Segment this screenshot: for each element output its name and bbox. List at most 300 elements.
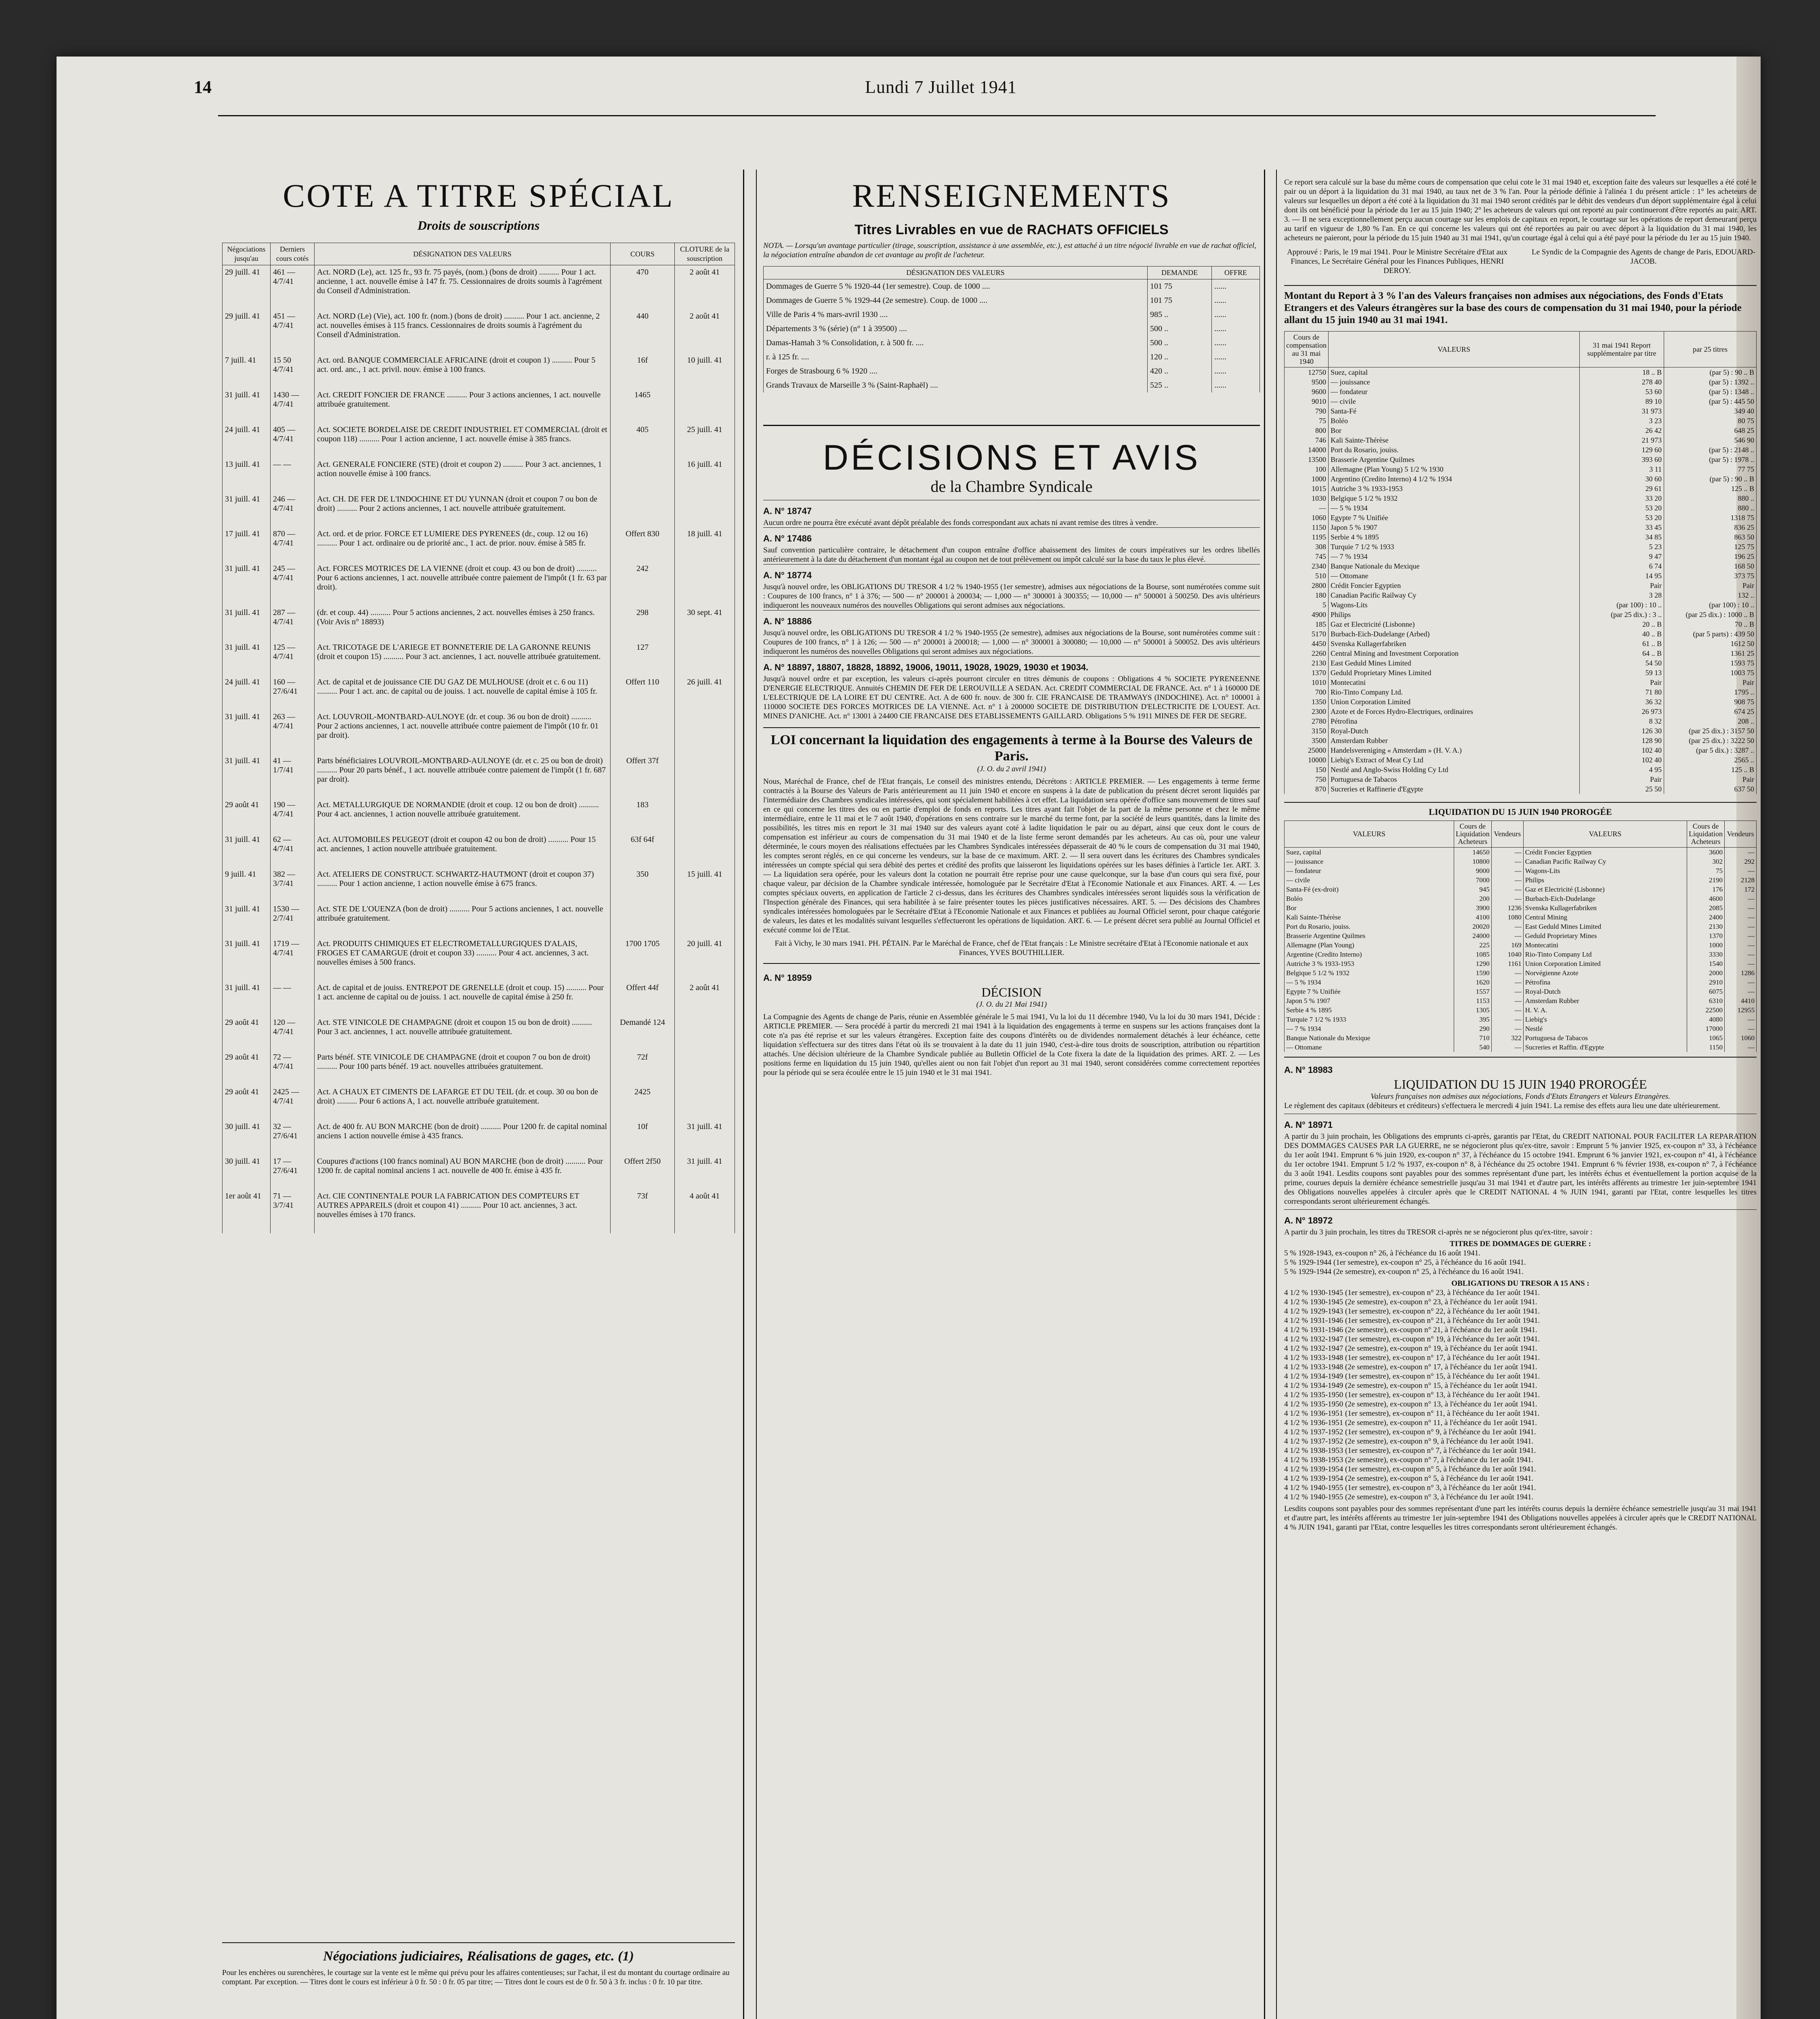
liq-cell: Kali Sainte-Thérèse: [1285, 913, 1454, 922]
table-row: [223, 527, 735, 562]
liq-cell: Canadian Pacific Railway Cy: [1523, 857, 1687, 866]
report-cell: — Ottomane: [1328, 571, 1579, 581]
liq-cell: —: [1491, 1043, 1523, 1052]
liq-title: LIQUIDATION DU 15 JUIN 1940 PROROGÉE: [1429, 807, 1612, 817]
liq-cell: 1557: [1454, 987, 1491, 996]
cote-cell-neg: 31 juill. 41: [223, 606, 271, 640]
cote-cell-cours: Offert 830: [611, 527, 675, 562]
report-cell: 125 .. B: [1664, 484, 1757, 493]
cote-cell-last: — —: [271, 458, 315, 492]
cote-cell-clot: [675, 1085, 735, 1120]
report-cell: 2780: [1285, 716, 1329, 726]
avis-text: Sauf convention particulière contraire, le détachement d'un coupon entraîne d'office abaissement des limites de cours impératives sur les ordres libellés antérieurement à la date du détachement d'un montant égal au coupon net de tout prélèvement ou impôt calculé sur la base du taux le plus élevé.: [763, 546, 1260, 564]
rachat-cell-v: Grands Travaux de Marseille 3 % (Saint-Raphaël) ....: [764, 378, 1148, 392]
report-cell: Geduld Proprietary Mines Limited: [1328, 668, 1579, 678]
table-row: [223, 1085, 735, 1120]
tresor-line: 4 1/2 % 1938-1953 (1er semestre), ex-coupon n° 7, à l'échéance du 1er août 1941.: [1284, 1446, 1536, 1455]
cote-cell-desig: Act. ord. BANQUE COMMERCIALE AFRICAINE (droit et coupon 1) .......... Pour 5 act. ord. anc., 1 act. privil. nouv. émise à 100 francs.: [315, 353, 611, 388]
report-cell: 9600: [1285, 387, 1329, 397]
column-rule-2: [1264, 170, 1265, 2019]
cote-cell-last: 263 — 4/7/41: [271, 710, 315, 754]
dommages-line: 5 % 1929-1944 (2e semestre), ex-coupon n° 25, à l'échéance du 16 août 1941.: [1284, 1268, 1524, 1276]
avis-item: [763, 610, 1260, 656]
report-cell: (par 5 dix.) : 3287 ..: [1664, 745, 1757, 755]
report-cell: Japon 5 % 1907: [1328, 523, 1579, 532]
table-row: [764, 378, 1260, 392]
renseignements-title: RENSEIGNEMENTS: [852, 178, 1171, 214]
right-column: [1284, 178, 1757, 2019]
cote-cell-desig: Act. AUTOMOBILES PEUGEOT (droit et coupon 42 ou bon de droit) .......... Pour 15 act. anciennes, 1 action nouvelle attribuée gratuitement.: [315, 833, 611, 867]
report-table: [1284, 331, 1757, 794]
tresor-line: 4 1/2 % 1935-1950 (1er semestre), ex-coupon n° 13, à l'échéance du 1er août 1941.: [1284, 1391, 1540, 1399]
report-cell: Burbach-Eich-Dudelange (Arbed): [1328, 629, 1579, 639]
report-cell: 1060: [1285, 513, 1329, 523]
report-cell: 30 60: [1580, 474, 1664, 484]
table-row: [1285, 774, 1757, 784]
report-cell: (par 25 dix.) : 3222 50: [1664, 736, 1757, 745]
rachat-cell-d: 500 ..: [1148, 322, 1212, 336]
table-row: [1285, 619, 1757, 629]
cote-cell-last: 71 — 3/7/41: [271, 1189, 315, 1233]
report-cell: 70 .. B: [1664, 619, 1757, 629]
cote-cell-desig: Coupures d'actions (100 francs nominal) AU BON MARCHE (bon de droit) .......... Pour 1200 fr. de capital nominal anciens 1 act. nouvelle de 400 fr. émise à 435 fr.: [315, 1154, 611, 1189]
report-cell: 1612 50: [1664, 639, 1757, 649]
liq-cell: 1540: [1687, 959, 1725, 968]
table-row: [1285, 1015, 1757, 1024]
liq-cell: —: [1491, 968, 1523, 978]
table-row: [1285, 678, 1757, 687]
cote-subtitle: Droits de souscriptions: [417, 218, 540, 233]
report-cell: Canadian Pacific Railway Cy: [1328, 590, 1579, 600]
report-cell: 750: [1285, 774, 1329, 784]
table-row: [1285, 894, 1757, 903]
avis-18972: A. N° 18972: [1284, 1215, 1333, 1226]
page-number: 14: [194, 77, 212, 97]
liq-cell: 3600: [1687, 848, 1725, 857]
liq-cell: 1000: [1687, 940, 1725, 950]
table-row: [223, 1016, 735, 1050]
liq-cell: —: [1491, 978, 1523, 987]
liq-cell: — 7 % 1934: [1285, 1024, 1454, 1033]
liq-cell: —: [1725, 950, 1757, 959]
cote-cell-neg: 31 juill. 41: [223, 492, 271, 527]
liq-cell: 292: [1725, 857, 1757, 866]
cote-cell-neg: 1er août 41: [223, 1189, 271, 1233]
table-row: [1285, 639, 1757, 649]
approval-block: Approuvé : Paris, le 19 mai 1941. Pour le Ministre Secrétaire d'Etat aux Finances, Le Secrétaire Général pour les Finances Publiques, HENRI DEROY.: [1287, 248, 1507, 275]
liq-cell: Banque Nationale du Mexique: [1285, 1033, 1454, 1043]
report-cell: Kali Sainte-Thérèse: [1328, 435, 1579, 445]
cote-cell-desig: Act. CIE CONTINENTALE POUR LA FABRICATION DES COMPTEURS ET AUTRES APPAREILS (droit et coupon 41) .......... Pour 10 act. anciennes, 3 act. nouvelles émises à 170 francs.: [315, 1189, 611, 1233]
report-cell: 128 90: [1580, 736, 1664, 745]
report-cell: 637 50: [1664, 784, 1757, 794]
report-cell: 2800: [1285, 581, 1329, 590]
table-row: [1285, 996, 1757, 1005]
report-cell: Union Corporation Limited: [1328, 697, 1579, 707]
report-cell: 25000: [1285, 745, 1329, 755]
report-cell: Pair: [1664, 774, 1757, 784]
table-row: [223, 1154, 735, 1189]
cote-cell-last: 1719 — 4/7/41: [271, 937, 315, 981]
report-cell: 14000: [1285, 445, 1329, 455]
avis-number: A. N° 18747: [763, 506, 812, 516]
table-row: [1285, 445, 1757, 455]
liq-cell: — 5 % 1934: [1285, 978, 1454, 987]
liq-cell: Gaz et Electricité (Lisbonne): [1523, 885, 1687, 894]
report-cell: — 5 % 1934: [1328, 503, 1579, 513]
table-row: [1285, 474, 1757, 484]
cote-title: COTE A TITRE SPÉCIAL: [283, 178, 674, 214]
cote-cell-neg: 31 juill. 41: [223, 937, 271, 981]
cote-cell-neg: 13 juill. 41: [223, 458, 271, 492]
cote-cell-neg: 30 juill. 41: [223, 1120, 271, 1154]
liq-cell: Santa-Fé (ex-droit): [1285, 885, 1454, 894]
liq-cell: Amsterdam Rubber: [1523, 996, 1687, 1005]
cote-cell-clot: 31 juill. 41: [675, 1120, 735, 1154]
liq-cell: —: [1725, 903, 1757, 913]
report-cell: 14 95: [1580, 571, 1664, 581]
column-rule-1b: [756, 170, 757, 2019]
tresor-line: 4 1/2 % 1932-1947 (1er semestre), ex-coupon n° 19, à l'échéance du 1er août 1941.: [1284, 1335, 1540, 1343]
cote-cell-clot: 30 sept. 41: [675, 606, 735, 640]
report-cell: 34 85: [1580, 532, 1664, 542]
cote-cell-last: 2425 — 4/7/41: [271, 1085, 315, 1120]
table-row: [1285, 931, 1757, 940]
table-row: [223, 981, 735, 1016]
table-row: [223, 833, 735, 867]
tresor-line: 4 1/2 % 1929-1943 (1er semestre), ex-coupon n° 22, à l'échéance du 1er août 1941.: [1284, 1307, 1540, 1316]
table-row: [764, 294, 1260, 308]
liq-cell: 2910: [1687, 978, 1725, 987]
table-row: [1285, 629, 1757, 639]
liq-cell: 176: [1687, 885, 1725, 894]
cote-cell-neg: 29 août 41: [223, 1085, 271, 1120]
cote-cell-neg: 7 juill. 41: [223, 353, 271, 388]
table-row: [1285, 484, 1757, 493]
cote-cell-neg: 29 août 41: [223, 1050, 271, 1085]
report-cell: 71 80: [1580, 687, 1664, 697]
decision-text: La Compagnie des Agents de change de Paris, réunie en Assemblée générale le 5 mai 1941, Vu la loi du 11 décembre 1940, Vu la loi du 30 mars 1941, Décide : ARTICLE PREMIER. — Sera procédé à partir du mercredi 21 mai 1941 à la liquidation des engagements à terme en suspens sur les actions françaises dont la cote n'a pas été reprise et sur les valeurs étrangères. Exception faite des coupons d'intérêts ou de dividendes normalement détachés à leur échéance, cette liquidation s'effectuera sur des titres dans l'état où ils se trouvaient à la date du 11 juin 1940, c'est-à-dire tous droits de souscription, attribution ou répartition attachés. Une décision ultérieure de la Chambre Syndicale publiée au Bulletin Officiel de la Cote fixera la date de la liquidation des primes. ART. 2. — Les positions ferme en liquidation du 15 juin 1940, qu'elles aient ou non fait l'objet d'un report au 31 mai 1940, seront considérées comme correctement reportées pour la période qui se sera écoulée entre le 15 juin 1940 et le 31 mai 1941.: [763, 1013, 1260, 1077]
liq-cell: Turquie 7 1/2 % 1933: [1285, 1015, 1454, 1024]
rachat-cell-v: r. à 125 fr. ....: [764, 350, 1148, 364]
report-cell: (par 100) : 10 ..: [1580, 600, 1664, 610]
table-row: [1285, 513, 1757, 523]
cote-cell-clot: [675, 902, 735, 937]
table-row: [1285, 784, 1757, 794]
report-cell: 1030: [1285, 493, 1329, 503]
report-cell: 125 .. B: [1664, 765, 1757, 774]
table-row: [1285, 377, 1757, 387]
tresor-line: 4 1/2 % 1936-1951 (2e semestre), ex-coupon n° 11, à l'échéance du 1er août 1941.: [1284, 1419, 1537, 1427]
liq-cell: 1065: [1687, 1033, 1725, 1043]
cote-cell-desig: Act. GENERALE FONCIERE (STE) (droit et coupon 2) .......... Pour 3 act. anciennes, 1 action nouvelle émise à 100 francs.: [315, 458, 611, 492]
liq-cell: Sucreries et Raffin. d'Egypte: [1523, 1043, 1687, 1052]
cote-cell-neg: 30 juill. 41: [223, 1154, 271, 1189]
liq-cell: 4600: [1687, 894, 1725, 903]
rachat-cell-o: ......: [1212, 322, 1260, 336]
cote-cell-neg: 29 août 41: [223, 1016, 271, 1050]
liq-cell: 1080: [1491, 913, 1523, 922]
report-cell: 12750: [1285, 367, 1329, 378]
report-cell: Argentino (Credito Interno) 4 1/2 % 1934: [1328, 474, 1579, 484]
report-cell: Pair: [1580, 774, 1664, 784]
rachat-cell-o: ......: [1212, 364, 1260, 378]
cote-cell-clot: 2 août 41: [675, 265, 735, 310]
report-cell: (par 100) : 10 ..: [1664, 600, 1757, 610]
cote-cell-cours: [611, 492, 675, 527]
table-row: [1285, 940, 1757, 950]
avis-18983: A. N° 18983: [1284, 1065, 1333, 1075]
rachat-cell-v: Ville de Paris 4 % mars-avril 1930 ....: [764, 308, 1148, 322]
cote-cell-neg: 31 juill. 41: [223, 981, 271, 1016]
report-cell: 373 75: [1664, 571, 1757, 581]
cote-cell-clot: 26 juill. 41: [675, 675, 735, 710]
liq-cell: —: [1491, 1015, 1523, 1024]
report-cell: Belgique 5 1/2 % 1932: [1328, 493, 1579, 503]
liq-cell: 12955: [1725, 1005, 1757, 1015]
avis-item: [763, 656, 1260, 721]
table-row: [223, 710, 735, 754]
table-row: [223, 562, 735, 606]
report-cell: Allemagne (Plan Young) 5 1/2 % 1930: [1328, 464, 1579, 474]
cote-cell-clot: 4 août 41: [675, 1189, 735, 1233]
report-cell: 53 20: [1580, 503, 1664, 513]
report-cell: 3 28: [1580, 590, 1664, 600]
report-cell: Portuguesa de Tabacos: [1328, 774, 1579, 784]
liq-cell: 4080: [1687, 1015, 1725, 1024]
tresor-line: 4 1/2 % 1939-1954 (2e semestre), ex-coupon n° 5, à l'échéance du 1er août 1941.: [1284, 1474, 1534, 1483]
report-cell: 2340: [1285, 561, 1329, 571]
table-row: [1285, 435, 1757, 445]
cote-cell-desig: Act. FORCES MOTRICES DE LA VIENNE (droit et coup. 43 ou bon de droit) .......... Pour 6 actions anciennes, 1 act. nouvelle attribuée contre paiement de l'impôt (1 fr. 63 par droit).: [315, 562, 611, 606]
liq-cell: Rio-Tinto Company Ltd: [1523, 950, 1687, 959]
liq-col-acheteurs-b: Cours de Liquidation Acheteurs: [1687, 821, 1725, 848]
avis-text: Jusqu'à nouvel ordre, les OBLIGATIONS DU TRESOR 4 1/2 % 1940-1955 (2e semestre), admises aux négociations de la Bourse, sont numérotées comme suit : Coupures de 100 francs, n° 1 à 126; — 500 — n° 200001 à 200018; — 1,000 — n° 300001 à 300080; — 10,000 — n° 500001 à 500052. Des avis ultérieurs indiqueront les numéros des nouvelles Obligations qui seront admises aux négociations.: [763, 629, 1260, 656]
liq-col-valeurs-a: VALEURS: [1285, 821, 1454, 848]
table-row: [223, 675, 735, 710]
report-cell: 3 11: [1580, 464, 1664, 474]
cote-cell-desig: Act. de capital et de jouiss. ENTREPOT DE GRENELLE (droit et coup. 15) .......... Pour 1 act. ancienne de capital ou de jouiss. 1 act. nouvelle de capital émise à 250 fr.: [315, 981, 611, 1016]
table-row: [223, 309, 735, 353]
liq-cell: —: [1491, 894, 1523, 903]
left-column: [222, 178, 735, 2019]
cote-cell-desig: Act. ATELIERS DE CONSTRUCT. SCHWARTZ-HAUTMONT (droit et coupon 37) .......... Pour 1 action ancienne, 1 action nouvelle émise à 675 francs.: [315, 867, 611, 902]
liq-cell: Egypte 7 % Unifiée: [1285, 987, 1454, 996]
table-row: [1285, 455, 1757, 464]
cote-table: [222, 243, 735, 1233]
report-cell: Serbie 4 % 1895: [1328, 532, 1579, 542]
cote-cell-clot: [675, 492, 735, 527]
liq-cell: 2400: [1687, 913, 1725, 922]
liq-cell: 710: [1454, 1033, 1491, 1043]
table-row: [223, 265, 735, 310]
liq-cell: Liebig's: [1523, 1015, 1687, 1024]
table-row: [1285, 406, 1757, 416]
cote-cell-last: 41 — 1/7/41: [271, 754, 315, 798]
liq-cell: —: [1491, 922, 1523, 931]
table-row: [223, 458, 735, 492]
liq-cell: 3900: [1454, 903, 1491, 913]
report-cell: 836 25: [1664, 523, 1757, 532]
rachat-cell-o: ......: [1212, 336, 1260, 350]
report-cell: 674 25: [1664, 707, 1757, 716]
cote-cell-clot: [675, 710, 735, 754]
report-col-valeurs: VALEURS: [1328, 332, 1579, 367]
report-cell: 308: [1285, 542, 1329, 552]
table-row: [1285, 649, 1757, 658]
rachat-cell-d: 525 ..: [1148, 378, 1212, 392]
liq-cell: — jouissance: [1285, 857, 1454, 866]
liq-cell: —: [1491, 875, 1523, 885]
cote-cell-cours: 16f: [611, 353, 675, 388]
table-row: [223, 388, 735, 423]
col-derniers-cours: Derniers cours cotés: [271, 243, 315, 265]
report-cell: 2260: [1285, 649, 1329, 658]
report-cell: Handelsvereniging « Amsterdam » (H. V. A.): [1328, 745, 1579, 755]
cote-cell-cours: Demandé 124: [611, 1016, 675, 1050]
rachat-cell-o: ......: [1212, 350, 1260, 364]
liq-cell: 2000: [1687, 968, 1725, 978]
cote-cell-clot: 2 août 41: [675, 981, 735, 1016]
report-cell: 53 60: [1580, 387, 1664, 397]
rachat-cell-o: ......: [1212, 294, 1260, 308]
cote-cell-neg: 29 juill. 41: [223, 309, 271, 353]
cote-cell-desig: Act. LOUVROIL-MONTBARD-AULNOYE (dr. et coup. 36 ou bon de droit) .......... Pour 2 actions anciennes, 1 act. nouvelle attribuée contre paiement de l'impôt (10 fr. 01 par droit).: [315, 710, 611, 754]
report-cell: Pair: [1580, 678, 1664, 687]
liq-cell: Svenska Kullagerfabriken: [1523, 903, 1687, 913]
table-row: [1285, 658, 1757, 668]
liq-cell: —: [1725, 848, 1757, 857]
cote-cell-desig: (dr. et coup. 44) .......... Pour 5 actions anciennes, 2 act. nouvelles émises à 250 francs. (Voir Avis n° 18893): [315, 606, 611, 640]
liq-cell: 1153: [1454, 996, 1491, 1005]
liq-cell: 6075: [1687, 987, 1725, 996]
liq-cell: 1590: [1454, 968, 1491, 978]
table-row: [1285, 726, 1757, 736]
liq-cell: 1150: [1687, 1043, 1725, 1052]
rachat-cell-v: Dommages de Guerre 5 % 1920-44 (1er semestre). Coup. de 1000 ....: [764, 279, 1148, 294]
liq-cell: — civile: [1285, 875, 1454, 885]
decisions-subtitle: de la Chambre Syndicale: [930, 477, 1093, 495]
cote-cell-last: — —: [271, 981, 315, 1016]
report-cell: 1015: [1285, 484, 1329, 493]
report-cell: 863 50: [1664, 532, 1757, 542]
report-cell: 3500: [1285, 736, 1329, 745]
liq-cell: —: [1491, 987, 1523, 996]
liq2-subtitle: Valeurs françaises non admises aux négociations, Fonds d'Etats Etrangers et Valeurs Etrangères.: [1371, 1092, 1670, 1101]
report-cell: 33 45: [1580, 523, 1664, 532]
report-cell: 510: [1285, 571, 1329, 581]
report-cell: 1150: [1285, 523, 1329, 532]
liq-cell: 2128: [1725, 875, 1757, 885]
cote-cell-desig: Act. A CHAUX ET CIMENTS DE LAFARGE ET DU TEIL (dr. et coup. 30 ou bon de droit) .......... Pour 6 actions A, 1 act. nouvelle attribuée gratuitement.: [315, 1085, 611, 1120]
cote-cell-clot: 20 juill. 41: [675, 937, 735, 981]
report-cell: Boléo: [1328, 416, 1579, 426]
cote-cell-last: 17 — 27/6/41: [271, 1154, 315, 1189]
report-cell: 53 20: [1580, 513, 1664, 523]
table-row: [1285, 1005, 1757, 1015]
decision-jo: (J. O. du 21 Mai 1941): [976, 1000, 1047, 1009]
cote-cell-cours: 405: [611, 423, 675, 458]
liq-cell: —: [1725, 894, 1757, 903]
cote-cell-clot: 18 juill. 41: [675, 527, 735, 562]
liq-cell: Argentine (Credito Interno): [1285, 950, 1454, 959]
cote-cell-clot: 2 août 41: [675, 309, 735, 353]
table-row: [1285, 745, 1757, 755]
report-cell: Liebig's Extract of Meat Cy Ltd: [1328, 755, 1579, 765]
liq-cell: — Ottomane: [1285, 1043, 1454, 1052]
report-cell: 75: [1285, 416, 1329, 426]
liq-cell: 20020: [1454, 922, 1491, 931]
cote-cell-neg: 31 juill. 41: [223, 388, 271, 423]
report-cell: 208 ..: [1664, 716, 1757, 726]
liq-cell: H. V. A.: [1523, 1005, 1687, 1015]
table-row: [1285, 532, 1757, 542]
cote-cell-clot: 16 juill. 41: [675, 458, 735, 492]
report-cell: 150: [1285, 765, 1329, 774]
liq-cell: 9000: [1454, 866, 1491, 875]
cote-cell-neg: 31 juill. 41: [223, 902, 271, 937]
report-intro-text: Ce report sera calculé sur la base du même cours de compensation que celui cote le 31 mai 1940 et, exception faite des valeurs sur lesquelles a été coté le pair ou un déport à la liquidation du 31 mai 1940, au taux net de 3 % l'an. Pour la période définie à l'alinéa 1 du présent article : 1° les acheteurs de valeurs sur lesquelles un déport a été coté à la liquidation du 31 mai 1940 seront crédités par le débit des vendeurs d'un déport supplémentaire égal à celui dont ils ont bénéficié pour la période du 1er au 15 juin 1940; 2° les acheteurs de valeurs qui ont reporté au pair continueront d'être reportés au pair. ART. 3. — Il ne sera exceptionnellement perçu aucun courtage sur les emplois de capitaux en report, le courtage sur les opérations de report demeurant perçu au tarif en vigueur de 1,80 % l'an. En ce qui concerne les valeurs qui ont été reportées au pair ou avec déport à la liquidation du 31 mai 1940, les acheteurs ne paieront, pour la période du 15 juin 1940 au 31 mai 1941, qu'un courtage égal à celui qui a été payé pour la période du 1er au 15 juin 1940.: [1284, 178, 1757, 242]
liq-cell: —: [1725, 940, 1757, 950]
report-cell: 880 ..: [1664, 493, 1757, 503]
cote-cell-clot: [675, 1016, 735, 1050]
cote-cell-last: 125 — 4/7/41: [271, 640, 315, 675]
cote-cell-neg: 9 juill. 41: [223, 867, 271, 902]
table-row: [1285, 367, 1757, 378]
report-cell: 3 23: [1580, 416, 1664, 426]
table-row: [1285, 571, 1757, 581]
tresor-line: 4 1/2 % 1931-1946 (1er semestre), ex-coupon n° 21, à l'échéance du 1er août 1941.: [1284, 1316, 1540, 1325]
nego-title: Négociations judiciaires, Réalisations de gages, etc. (1): [323, 1949, 634, 1964]
report-cell: 880 ..: [1664, 503, 1757, 513]
table-row: [1285, 913, 1757, 922]
cote-cell-cours: [611, 710, 675, 754]
liq-cell: 200: [1454, 894, 1491, 903]
report-col-cours: Cours de compensation au 31 mai 1940: [1285, 332, 1329, 367]
report-cell: (par 25 dix.) : 1000 .. B: [1664, 610, 1757, 619]
report-cell: 64 .. B: [1580, 649, 1664, 658]
report-cell: 18 .. B: [1580, 367, 1664, 378]
report-cell: 26 42: [1580, 426, 1664, 435]
tresor-line: 4 1/2 % 1938-1953 (2e semestre), ex-coupon n° 7, à l'échéance du 1er août 1941.: [1284, 1456, 1534, 1464]
report-cell: 54 50: [1580, 658, 1664, 668]
rachat-cell-v: Damas-Hamah 3 % Consolidation, r. à 500 fr. ....: [764, 336, 1148, 350]
report-cell: 4450: [1285, 639, 1329, 649]
report-cell: (par 5) : 90 .. B: [1664, 367, 1757, 378]
report-cell: (par 5 parts) : 439 50: [1664, 629, 1757, 639]
report-cell: Royal-Dutch: [1328, 726, 1579, 736]
cote-cell-last: 190 — 4/7/41: [271, 798, 315, 833]
avis-18971: A. N° 18971: [1284, 1120, 1333, 1130]
cote-cell-clot: [675, 562, 735, 606]
cote-cell-clot: 25 juill. 41: [675, 423, 735, 458]
cote-cell-last: 246 — 4/7/41: [271, 492, 315, 527]
liq-col-vendeurs-a: Vendeurs: [1491, 821, 1523, 848]
report-cell: 31 973: [1580, 406, 1664, 416]
liq-cell: 3330: [1687, 950, 1725, 959]
table-row: [1285, 1043, 1757, 1052]
liq-cell: 14650: [1454, 848, 1491, 857]
liq-cell: East Geduld Mines Limited: [1523, 922, 1687, 931]
report-cell: Svenska Kullagerfabriken: [1328, 639, 1579, 649]
cote-cell-cours: 1465: [611, 388, 675, 423]
table-row: [1285, 866, 1757, 875]
table-row: [764, 350, 1260, 364]
cote-cell-last: 245 — 4/7/41: [271, 562, 315, 606]
report-cell: 745: [1285, 552, 1329, 561]
table-row: [1285, 503, 1757, 513]
tresor-title: OBLIGATIONS DU TRESOR A 15 ANS :: [1451, 1279, 1589, 1288]
